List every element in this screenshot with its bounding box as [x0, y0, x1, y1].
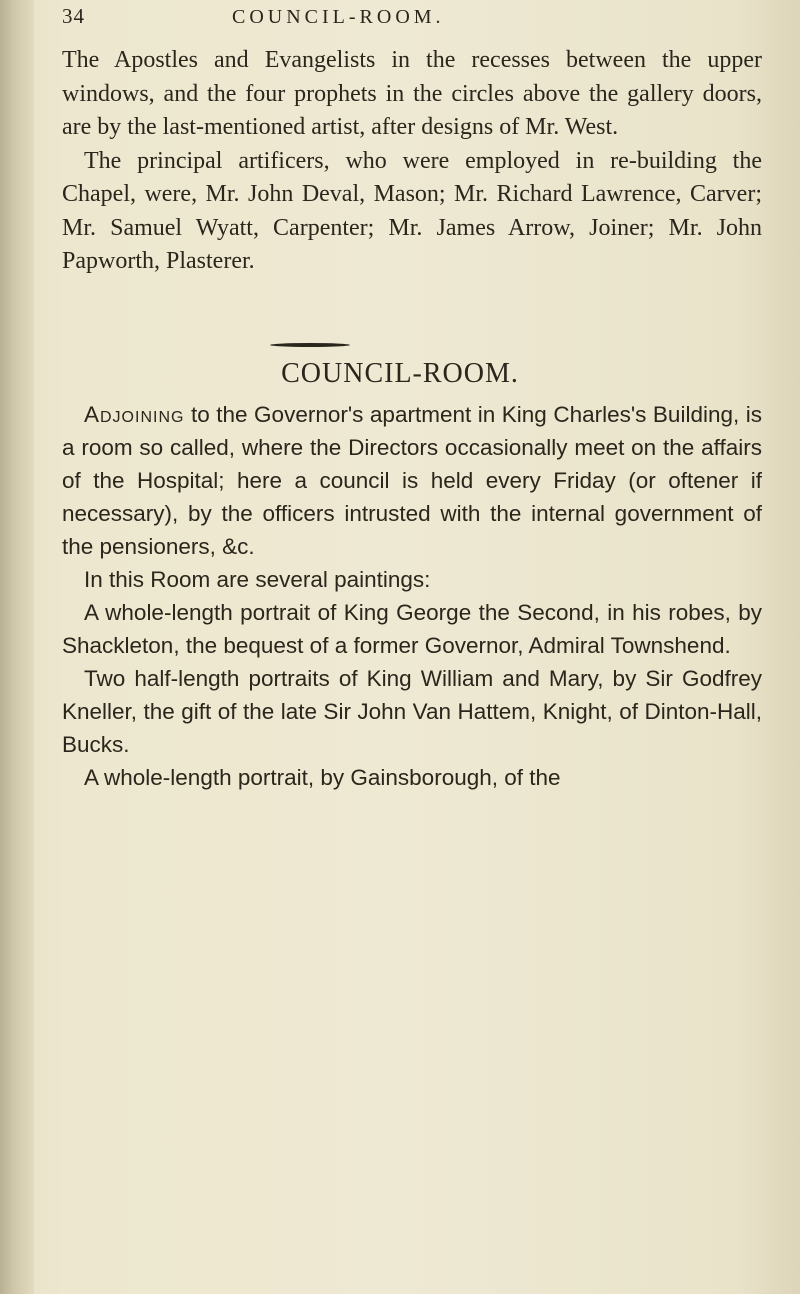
council-room-text — [62, 398, 762, 794]
section-divider — [270, 343, 350, 347]
intro-rest: to the Governor's apartment in King Charles's Building, is a room so called, where the Directors occasionally meet on the affairs of the Hospital; here a council is held every Friday (or oftener if necessary), by the officers intrusted with the internal government of the pensioners, &c. — [62, 402, 762, 559]
section-heading: COUNCIL-ROOM. — [281, 358, 519, 389]
page-number: 34 — [62, 4, 85, 28]
page-binding-edge — [0, 0, 34, 1294]
paragraph-artificers: The principal artificers, who were employed in re-building the Chapel, were, Mr. John Deval, Mason; Mr. Richard Lawrence, Carver; Mr. Samuel Wyatt, Carpenter; Mr. James Arrow, Joiner; Mr. John Papworth, Plasterer. — [62, 147, 762, 274]
paragraph-apostles: The Apostles and Evangelists in the recesses between the upper windows, and the four prophets in the circles above the gallery doors, are by the last-mentioned artist, after designs of Mr. West. — [62, 47, 762, 140]
intro-word: Adjoining — [84, 402, 185, 427]
paragraph-paintings-intro: In this Room are several paintings: — [84, 567, 431, 592]
running-head: COUNCIL-ROOM. — [232, 6, 445, 28]
paragraph-portrait-william-mary: Two half-length portraits of King William and Mary, by Sir Godfrey Kneller, the gift of the late Sir John Van Hattem, Knight, of Dinton-Hall, Bucks. — [62, 666, 762, 757]
paragraph-portrait-last: A whole-length portrait, by Gainsborough, of the — [84, 765, 561, 790]
chapel-text — [62, 44, 762, 279]
page-header — [62, 4, 762, 38]
paragraph-portrait-george: A whole-length portrait of King George the Second, in his robes, by Shackleton, the bequest of a former Governor, Admiral Townshend. — [62, 600, 762, 658]
paragraph-adjoining — [62, 398, 762, 563]
